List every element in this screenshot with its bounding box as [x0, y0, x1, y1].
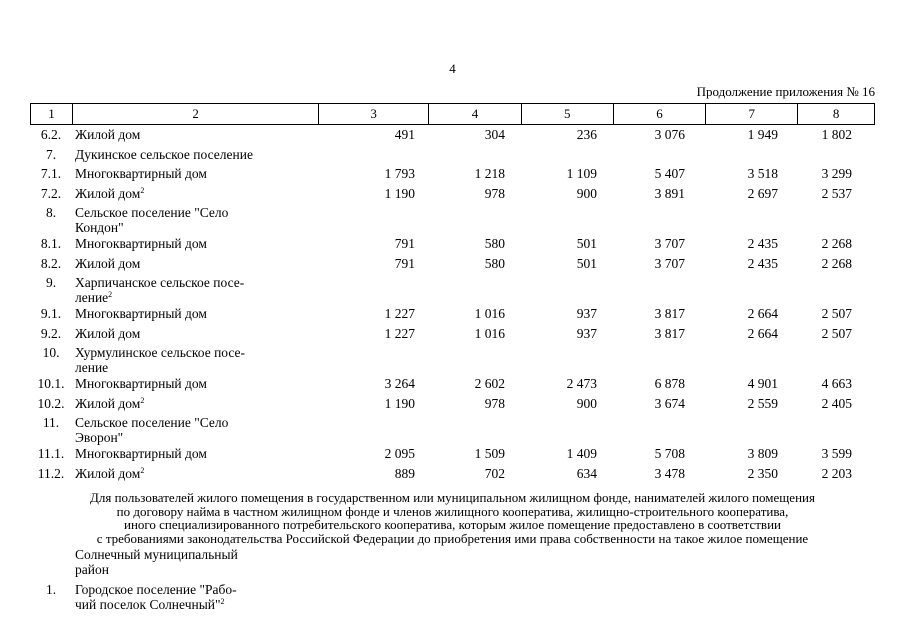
row-name	[72, 397, 319, 412]
row-number: 7.2.	[40, 185, 62, 201]
value-cell: 1 190	[384, 395, 415, 411]
row-name-text: Жилой дом	[75, 465, 141, 481]
value-cell: 2 507	[821, 325, 852, 341]
row-name	[72, 447, 319, 462]
value-cell	[614, 148, 707, 163]
value-cell: 1 227	[384, 306, 415, 321]
footnote-mark: 2	[108, 289, 113, 299]
row-number	[30, 548, 72, 577]
table-row	[30, 276, 875, 305]
row-name	[72, 187, 319, 202]
row-name-text: Многоквартирный дом	[75, 236, 207, 251]
value-cell: 2 435	[747, 255, 778, 271]
value-cell: 501	[576, 236, 597, 251]
table-row	[30, 377, 875, 392]
table-row	[30, 327, 875, 342]
row-name-text-line2: Эворон"	[75, 429, 124, 445]
row-name-text-line2: район	[75, 561, 109, 577]
value-cell: 304	[484, 127, 505, 142]
value-cell: 2 268	[821, 236, 852, 251]
row-number: 8.2.	[40, 255, 62, 271]
header-cell: 3	[319, 104, 429, 124]
value-cell	[707, 206, 799, 235]
value-cell: 5 407	[654, 166, 685, 181]
row-name	[72, 148, 319, 163]
value-cell: 1 227	[384, 325, 415, 341]
row-name-text: Жилой дом	[75, 127, 141, 142]
header-cell: 5	[522, 104, 614, 124]
value-cell: 937	[576, 325, 597, 341]
table-row	[30, 257, 875, 272]
table-row	[30, 416, 875, 445]
value-cell: 3 809	[747, 446, 778, 461]
row-number: 11.	[42, 415, 60, 430]
value-cell: 1 109	[566, 166, 597, 181]
value-cell: 6 878	[654, 376, 685, 391]
value-cell	[522, 276, 614, 305]
footnote-mark: 2	[140, 465, 145, 475]
row-name	[72, 276, 319, 305]
table-body	[30, 128, 875, 486]
value-cell: 2 602	[474, 376, 505, 391]
value-cell: 3 478	[654, 465, 685, 481]
row-name	[72, 377, 319, 392]
row-name-text: Сельское поселение "Село	[75, 205, 229, 220]
row-name	[72, 583, 319, 612]
value-cell: 1 793	[384, 166, 415, 181]
table-row	[30, 346, 875, 375]
table-row	[30, 583, 875, 612]
value-cell: 3 707	[654, 236, 685, 251]
value-cell: 1 802	[821, 127, 852, 142]
value-cell	[319, 346, 429, 375]
header-cell: 2	[73, 104, 319, 124]
value-cell: 2 664	[747, 325, 778, 341]
value-cell: 791	[394, 255, 415, 271]
note-line: иного специализированного потребительского кооператива, которым жилое помещение предоставлено в соответствии	[123, 517, 781, 533]
value-cell: 2 664	[747, 306, 778, 321]
value-cell: 4 663	[821, 376, 852, 391]
row-name-text: Жилой дом	[75, 185, 141, 201]
value-cell: 2 268	[821, 255, 852, 271]
value-cell: 1 218	[474, 166, 505, 181]
value-cell: 3 891	[654, 185, 685, 201]
value-cell: 3 817	[654, 325, 685, 341]
value-cell	[707, 276, 799, 305]
value-cell: 702	[484, 465, 505, 481]
note-line: Для пользователей жилого помещения в государственном или муниципальном жилищном фонде, нанимателей жилого помещения	[90, 490, 815, 505]
value-cell: 1 190	[384, 185, 415, 201]
value-cell	[429, 416, 522, 445]
row-number: 8.1.	[40, 236, 62, 251]
value-cell: 2 435	[747, 236, 778, 251]
value-cell	[429, 346, 522, 375]
row-name	[72, 416, 319, 445]
value-cell	[319, 206, 429, 235]
value-cell: 4 901	[747, 376, 778, 391]
row-number: 10.2.	[37, 395, 65, 411]
value-cell	[614, 206, 707, 235]
value-cell	[707, 416, 799, 445]
value-cell: 1 016	[474, 306, 505, 321]
header-cell: 4	[429, 104, 522, 124]
value-cell: 2 405	[821, 395, 852, 411]
row-name	[72, 128, 319, 143]
row-name	[72, 257, 319, 272]
row-name	[72, 167, 319, 182]
row-name-text: Многоквартирный дом	[75, 306, 207, 321]
row-number: 7.	[45, 146, 57, 162]
value-cell: 2 697	[747, 185, 778, 201]
value-cell: 791	[394, 236, 415, 251]
value-cell: 491	[394, 127, 415, 142]
note-line: по договору найма в частном жилищном фонде и членов жилищного кооператива, жилищно-строительного кооператива,	[116, 503, 789, 519]
table-row	[30, 128, 875, 143]
value-cell: 3 599	[821, 446, 852, 461]
row-name-text-line2: ление	[75, 289, 109, 305]
value-cell	[799, 276, 875, 305]
page-number: 4	[449, 61, 456, 76]
row-name-text: Солнечный муниципальный	[75, 547, 238, 562]
value-cell	[319, 276, 429, 305]
table-row	[30, 467, 875, 482]
row-name-text: Харпичанское сельское посе-	[75, 275, 245, 290]
table-header	[30, 103, 875, 125]
value-cell	[429, 206, 522, 235]
row-name-text: Жилой дом	[75, 395, 141, 411]
row-name-text: Хурмулинское сельское посе-	[75, 345, 246, 360]
row-name	[72, 467, 319, 482]
value-cell	[799, 346, 875, 375]
row-number: 8.	[45, 205, 57, 220]
row-name	[72, 346, 319, 375]
value-cell: 2 537	[821, 185, 852, 201]
header-cell: 1	[31, 104, 73, 124]
row-name	[72, 307, 319, 322]
header-cell: 8	[832, 106, 840, 121]
value-cell: 2 559	[747, 395, 778, 411]
table-row	[30, 206, 875, 235]
row-name	[72, 548, 319, 577]
value-cell	[799, 148, 875, 163]
value-cell	[319, 148, 429, 163]
row-number: 11.1.	[37, 446, 65, 461]
table-row	[30, 167, 875, 182]
value-cell: 580	[484, 255, 505, 271]
row-number: 10.1.	[37, 376, 65, 391]
row-name	[72, 327, 319, 342]
value-cell	[319, 416, 429, 445]
value-cell: 501	[576, 255, 597, 271]
value-cell: 3 674	[654, 395, 685, 411]
row-name-text: Многоквартирный дом	[75, 166, 207, 181]
value-cell	[429, 148, 522, 163]
value-cell: 580	[484, 236, 505, 251]
value-cell: 978	[484, 185, 505, 201]
value-cell: 1 509	[474, 446, 505, 461]
row-number: 10.	[42, 345, 60, 360]
row-number: 1.	[45, 582, 57, 597]
row-name-text: Сельское поселение "Село	[75, 415, 229, 430]
row-number: 6.2.	[40, 127, 62, 142]
row-name-text: Многоквартирный дом	[75, 446, 207, 461]
value-cell: 3 707	[654, 255, 685, 271]
value-cell: 2 095	[384, 446, 415, 461]
note-line: с требованиями законодательства Российской Федерации до приобретения ими права собственности на такое жилое помещение	[96, 530, 809, 546]
value-cell: 3 264	[384, 376, 415, 391]
value-cell: 5 708	[654, 446, 685, 461]
value-cell	[429, 276, 522, 305]
row-number: 9.1.	[40, 306, 62, 321]
table-row	[30, 307, 875, 322]
value-cell	[707, 148, 799, 163]
row-name	[72, 206, 319, 235]
row-number: 9.2.	[40, 325, 62, 341]
value-cell: 3 299	[821, 166, 852, 181]
value-cell	[799, 206, 875, 235]
row-number: 7.1.	[40, 166, 62, 181]
value-cell	[799, 416, 875, 445]
value-cell: 1 949	[747, 127, 778, 142]
row-name-text-line2: Кондон"	[75, 219, 124, 235]
continuation-label: Продолжение приложения № 16	[696, 84, 875, 99]
row-name	[72, 237, 319, 252]
footnote-mark: 2	[140, 395, 145, 405]
value-cell: 1 409	[566, 446, 597, 461]
table-row	[30, 397, 875, 412]
value-cell: 634	[576, 465, 597, 481]
header-cell: 7	[706, 104, 798, 124]
row-name-text-line2: ление	[75, 359, 109, 375]
table-row	[30, 237, 875, 252]
value-cell: 2 203	[821, 465, 852, 481]
value-cell: 900	[576, 395, 597, 411]
row-name-text: Жилой дом	[75, 255, 141, 271]
row-name-text: Многоквартирный дом	[75, 376, 207, 391]
value-cell: 2 507	[821, 306, 852, 321]
value-cell: 2 473	[566, 376, 597, 391]
value-cell: 3 518	[747, 166, 778, 181]
footnote-mark: 2	[220, 596, 225, 606]
value-cell: 1 016	[474, 325, 505, 341]
table-row	[30, 187, 875, 202]
table-row	[30, 548, 875, 577]
note-paragraph	[30, 491, 875, 545]
value-cell	[614, 276, 707, 305]
value-cell: 236	[576, 127, 597, 142]
row-name-text-line2: чий поселок Солнечный"	[75, 596, 221, 612]
value-cell: 937	[576, 306, 597, 321]
header-cell: 6	[614, 104, 707, 124]
table-row	[30, 447, 875, 462]
value-cell: 2 350	[747, 465, 778, 481]
row-name-text: Дукинское сельское поселение	[75, 146, 253, 162]
value-cell	[522, 148, 614, 163]
value-cell: 889	[394, 465, 415, 481]
value-cell	[614, 346, 707, 375]
row-number: 11.2.	[37, 465, 65, 481]
row-name-text: Городское поселение "Рабо-	[75, 582, 237, 597]
value-cell	[522, 416, 614, 445]
row-name-text: Жилой дом	[75, 325, 141, 341]
value-cell	[522, 206, 614, 235]
value-cell	[707, 346, 799, 375]
value-cell	[614, 416, 707, 445]
table-row	[30, 148, 875, 163]
value-cell	[522, 346, 614, 375]
row-number: 9.	[45, 275, 57, 290]
value-cell: 978	[484, 395, 505, 411]
value-cell: 3 076	[654, 127, 685, 142]
value-cell: 3 817	[654, 306, 685, 321]
footnote-mark: 2	[140, 185, 145, 195]
table-continuation	[30, 548, 875, 618]
value-cell: 900	[576, 185, 597, 201]
